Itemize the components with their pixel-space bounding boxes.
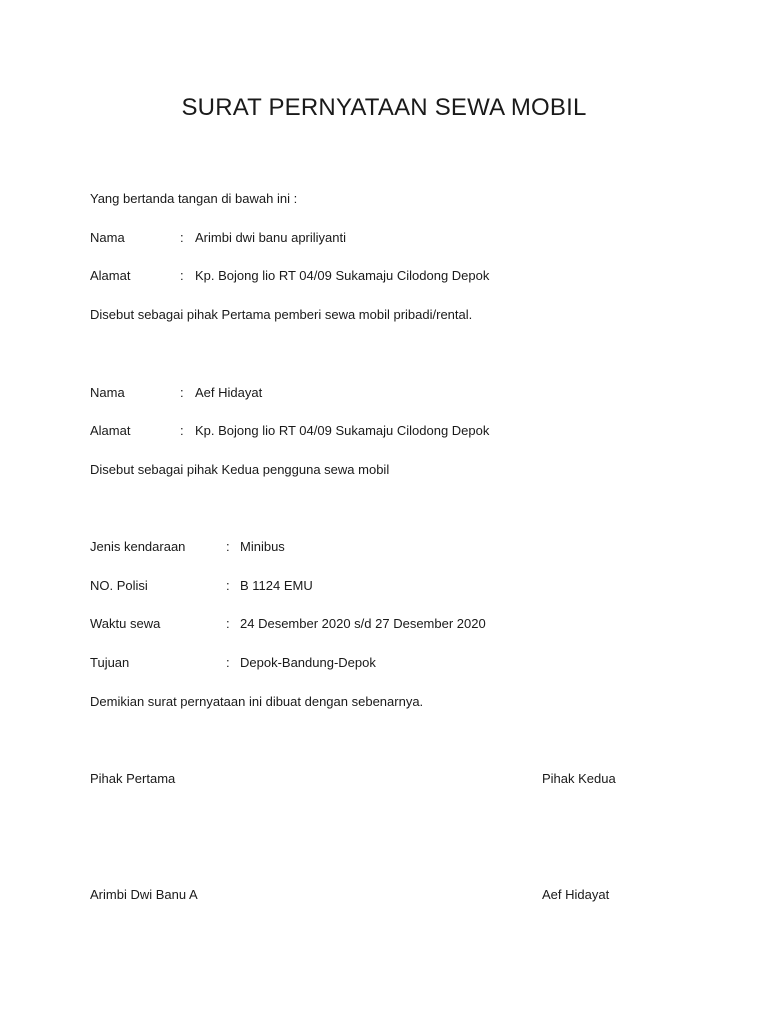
second-party-address-label: Alamat (90, 423, 131, 438)
colon: : (226, 578, 230, 593)
colon: : (180, 230, 184, 245)
rental-time-label: Waktu sewa (90, 616, 161, 631)
first-party-description: Disebut sebagai pihak Pertama pemberi sewa mobil pribadi/rental. (90, 307, 473, 322)
vehicle-type-value: Minibus (240, 539, 285, 554)
rental-time-value: 24 Desember 2020 s/d 27 Desember 2020 (240, 616, 486, 631)
colon: : (226, 655, 230, 670)
vehicle-plate-label: NO. Polisi (90, 578, 148, 593)
signature-second-party-label: Pihak Kedua (542, 771, 616, 786)
signature-first-party-label: Pihak Pertama (90, 771, 176, 786)
first-party-address-label: Alamat (90, 268, 131, 283)
second-party-name-value: Aef Hidayat (195, 385, 263, 400)
signature-first-party-name: Arimbi Dwi Banu A (90, 887, 198, 902)
closing-statement: Demikian surat pernyataan ini dibuat dengan sebenarnya. (90, 694, 424, 709)
intro-text: Yang bertanda tangan di bawah ini : (90, 191, 298, 206)
colon: : (180, 423, 184, 438)
first-party-address-value: Kp. Bojong lio RT 04/09 Sukamaju Cilodong Depok (195, 268, 490, 283)
document-title: SURAT PERNYATAAN SEWA MOBIL (181, 94, 587, 121)
colon: : (180, 268, 184, 283)
colon: : (226, 616, 230, 631)
colon: : (180, 385, 184, 400)
vehicle-plate-value: B 1124 EMU (240, 578, 313, 593)
destination-value: Depok-Bandung-Depok (240, 655, 376, 670)
first-party-name-label: Nama (90, 230, 125, 245)
signature-second-party-name: Aef Hidayat (542, 887, 610, 902)
destination-label: Tujuan (90, 655, 130, 670)
colon: : (226, 539, 230, 554)
vehicle-type-label: Jenis kendaraan (90, 539, 186, 554)
first-party-name-value: Arimbi dwi banu apriliyanti (195, 230, 347, 245)
second-party-address-value: Kp. Bojong lio RT 04/09 Sukamaju Cilodong Depok (195, 423, 490, 438)
second-party-description: Disebut sebagai pihak Kedua pengguna sewa mobil (90, 462, 390, 477)
second-party-name-label: Nama (90, 385, 125, 400)
